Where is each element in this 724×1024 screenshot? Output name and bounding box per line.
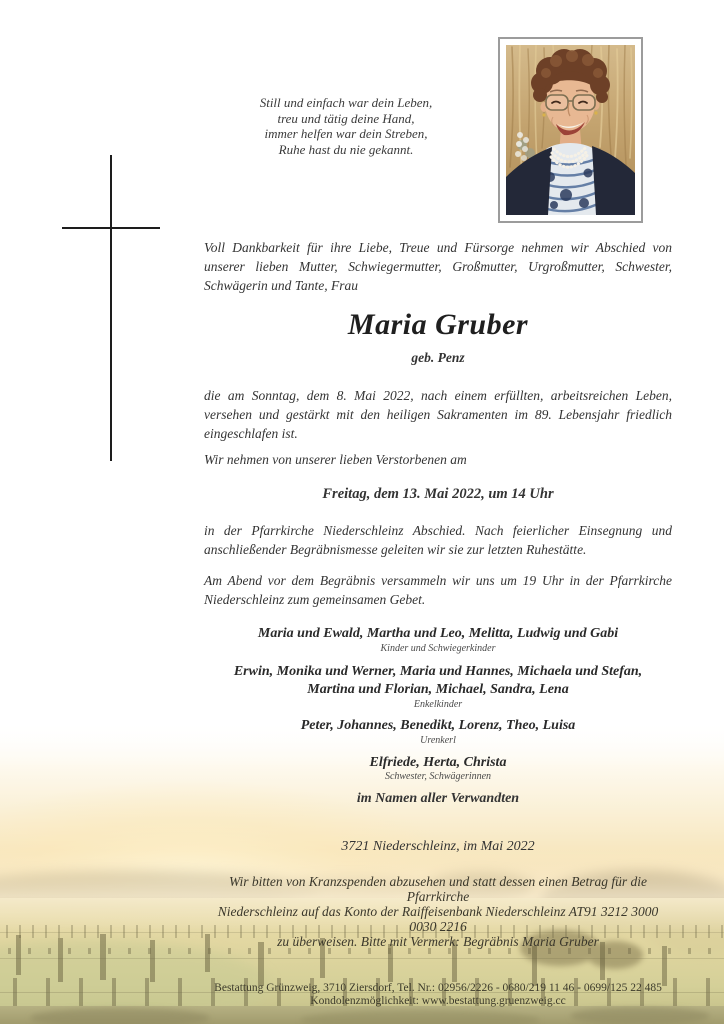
- death-notice-paragraph: die am Sonntag, dem 8. Mai 2022, nach einem erfüllten, arbeitsreichen Leben, versehen und gestärkt mit den heiligen Sakramenten im 89. Lebensjahr friedlich eingeschlafen ist.: [204, 388, 672, 441]
- mourner-names-line: Elfriede, Herta, Christa: [369, 755, 507, 770]
- funeral-details-paragraph: in der Pfarrkirche Niederschleinz Abschied. Nach feierlicher Einsegnung und anschließender Begräbnismesse geleiten wir sie zur letzten Ruhestätte.: [204, 523, 672, 557]
- cross-vertical-bar: [110, 155, 112, 461]
- mourner-names-line: Maria und Ewald, Martha und Leo, Melitta, Ludwig und Gabi: [257, 626, 619, 641]
- funeral-datetime: Freitag, dem 13. Mai 2022, um 14 Uhr: [322, 486, 554, 502]
- poem-line: Ruhe hast du nie gekannt.: [278, 141, 414, 157]
- condolence-website-line: Kondolenzmöglichkeit: www.bestattung.gruenzweig.cc: [310, 995, 566, 1007]
- portrait-photo-image: [506, 45, 635, 215]
- deceased-name: Maria Gruber: [347, 308, 529, 341]
- closing-line: im Namen aller Verwandten: [356, 791, 520, 806]
- maiden-name: geb. Penz: [411, 350, 465, 365]
- mourners-group-sisters-names: [204, 754, 672, 772]
- donation-note: [204, 874, 672, 949]
- cross-horizontal-bar: [62, 227, 160, 229]
- funeral-home-contact-line: Bestattung Grünzweig, 3710 Ziersdorf, Tel. Nr.: 02956/2226 - 0680/219 11 46 - 0699/125 22 485: [214, 982, 662, 994]
- poem-line: Still und einfach war dein Leben,: [259, 95, 433, 110]
- evening-prayer-paragraph: Am Abend vor dem Begräbnis versammeln wir uns um 19 Uhr in der Pfarrkirche Niederschleinz zum gemeinsamen Gebet.: [204, 573, 672, 607]
- mourners-group-children-names: [204, 625, 672, 643]
- donation-note-line: Wir bitten von Kranzspenden abzusehen und statt dessen einen Betrag für die Pfarrkirche: [228, 874, 648, 904]
- mourners-group-greatgrandchildren-relation: Urenkerl: [420, 735, 456, 746]
- mourners-group-grandchildren-names: [204, 663, 672, 698]
- mourner-names-line: Martina und Florian, Michael, Sandra, Lena: [307, 681, 569, 697]
- donation-note-line: zu überweisen. Bitte mit Vermerk: Begräbnis Maria Gruber: [277, 934, 599, 949]
- mourners-group-sisters-relation: Schwester, Schwägerinnen: [384, 771, 492, 782]
- donation-note-line: Niederschleinz auf das Konto der Raiffeisenbank Niederschleinz AT91 3212 3000 0030 2216: [217, 904, 659, 934]
- mourners-group-children-relation: Kinder und Schwiegerkinder: [380, 643, 496, 654]
- intro-paragraph: Voll Dankbarkeit für ihre Liebe, Treue und Fürsorge nehmen wir Abschied von unserer lieben Mutter, Schwiegermutter, Großmutter, Urgroßmutter, Schwester, Schwägerin und Tante, Frau: [204, 240, 672, 293]
- poem-line: immer helfen war dein Streben,: [264, 126, 428, 141]
- place-date-line: 3721 Niederschleinz, im Mai 2022: [341, 839, 535, 854]
- memorial-poem: [216, 95, 476, 157]
- poem-line: treu und tätig deine Hand,: [277, 110, 415, 126]
- mourner-names-line: Erwin, Monika und Werner, Maria und Hannes, Michaela und Stefan,: [233, 664, 643, 679]
- portrait-photo: [498, 37, 643, 223]
- farewell-intro: Wir nehmen von unserer lieben Verstorbenen am: [204, 452, 467, 467]
- mourner-names-line: Peter, Johannes, Benedikt, Lorenz, Theo, Luisa: [300, 718, 576, 733]
- mourners-group-grandchildren-relation: Enkelkinder: [413, 699, 463, 710]
- mourners-group-greatgrandchildren-names: [204, 717, 672, 735]
